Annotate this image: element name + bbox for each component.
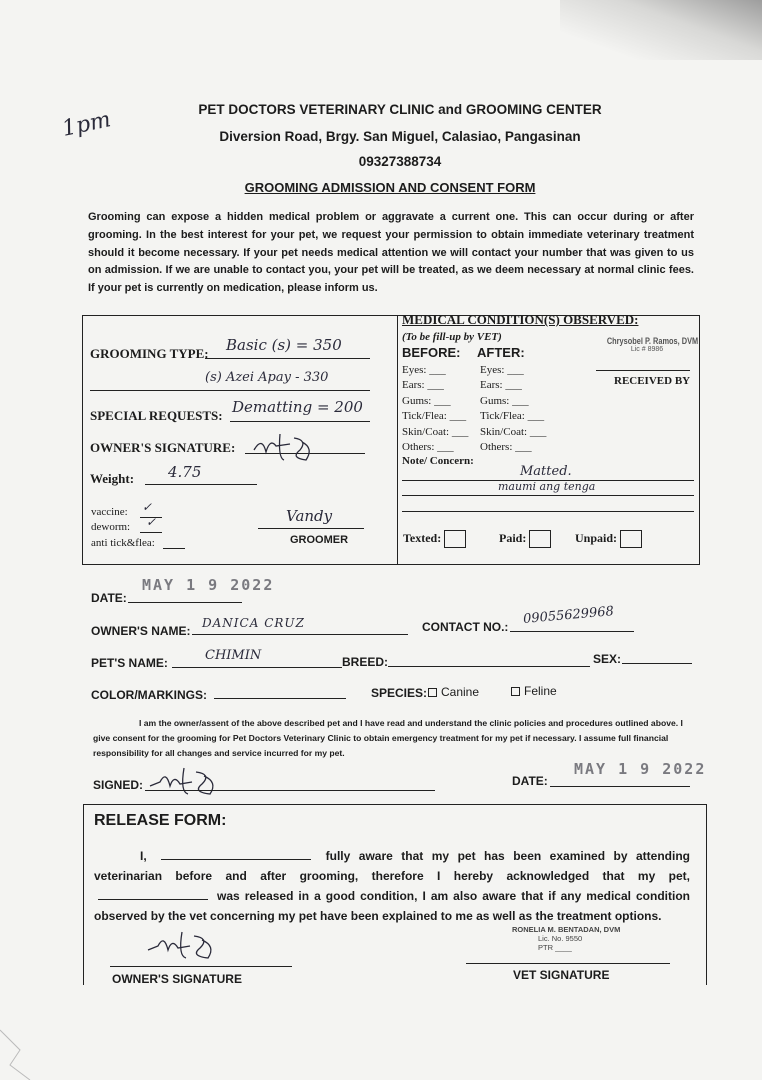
vaccine-check: ✓ (142, 500, 153, 514)
before-item: Gums: ___ (402, 394, 451, 407)
release-paragraph (94, 846, 690, 926)
owner-name-value: DANICA CRUZ (202, 616, 305, 630)
sex-line (622, 663, 692, 664)
vet-stamp-bottom-ptr: PTR ____ (538, 943, 572, 952)
canine-checkbox[interactable] (428, 688, 437, 697)
paid-field (499, 530, 551, 548)
special-requests-label: SPECIAL REQUESTS: (90, 408, 223, 423)
feline-checkbox[interactable] (511, 687, 520, 696)
clinic-phone: 09327388734 (358, 154, 442, 169)
medical-title: MEDICAL CONDITION(S) OBSERVED: (402, 312, 639, 327)
grooming-type-value-2: (s) Azei Apay - 330 (205, 370, 329, 385)
owner-name-label: OWNER'S NAME: (91, 624, 191, 638)
paid-checkbox[interactable] (529, 530, 551, 548)
canine-label: Canine (441, 685, 480, 699)
release-text-c: was released in a good condition, I am also aware that if any medical condition observed by the vet concerning my pet have been explained to me as well as the treatment options. (94, 889, 690, 923)
special-requests-line (230, 421, 370, 422)
signed-date-line (550, 786, 690, 787)
paid-label: Paid: (499, 530, 527, 545)
after-item: Tick/Flea: ___ (480, 410, 545, 423)
weight-label: Weight: (90, 471, 135, 486)
signed-signature-mark (146, 764, 226, 798)
after-label: AFTER: (477, 345, 525, 360)
owner-signature-label: OWNER'S SIGNATURE: (90, 440, 236, 455)
contact-line (510, 631, 634, 632)
table-divider (397, 315, 398, 565)
pet-name-value: CHIMIN (205, 648, 262, 663)
after-item: Ears: ___ (480, 379, 522, 392)
anti-tick-line (163, 548, 185, 549)
deworm-line (140, 532, 162, 533)
feline-label: Feline (524, 684, 557, 698)
vet-signature-line (466, 963, 670, 964)
texted-checkbox[interactable] (444, 530, 466, 548)
grooming-type-label: GROOMING TYPE: (90, 346, 209, 361)
release-text-a: I, (140, 849, 147, 863)
release-owner-signature-mark (144, 926, 224, 966)
intro-paragraph: Grooming can expose a hidden medical problem or aggravate a current one. This can occur during or after grooming. In the best interest for your pet, we request your permission to obtain immediate veterinary treatment should it become necessary. If your pet needs medical attention we will contact your number that was given to us on admission. If we are unable to contact you, your pet will be treated, as we deem necessary at normal clinic fees. If your pet is currently on medication, please inform us. (88, 211, 694, 295)
anti-tick-label: anti tick&flea: (91, 537, 155, 549)
unpaid-field (575, 530, 642, 548)
after-item: Skin/Coat: ___ (480, 425, 547, 438)
medical-subtitle: (To be fill-up by VET) (402, 331, 502, 343)
before-item: Others: ___ (402, 441, 454, 454)
form-title: GROOMING ADMISSION AND CONSENT FORM (244, 180, 536, 195)
color-line (214, 698, 346, 699)
before-item: Ears: ___ (402, 379, 444, 392)
release-title: RELEASE FORM: (94, 812, 227, 829)
vet-stamp-name: Chrysobel P. Ramos, DVM (606, 336, 699, 346)
vaccine-label: vaccine: (91, 506, 128, 518)
release-pet-blank (98, 887, 208, 900)
grooming-type-line (205, 358, 370, 359)
note-rule-3 (402, 511, 694, 512)
after-item: Others: ___ (480, 441, 532, 454)
groomer-line (258, 528, 364, 529)
grooming-type-line-2 (90, 390, 370, 391)
color-label: COLOR/MARKINGS: (91, 688, 207, 702)
handwritten-time: 1pm (59, 107, 114, 142)
date-label: DATE: (91, 591, 127, 605)
deworm-label: deworm: (91, 521, 131, 533)
received-by-label: RECEIVED BY (614, 375, 691, 387)
release-text-b: fully aware that my pet has been examined by attending veterinarian before and after grooming, therefore I hereby acknowledged that my pet, (94, 849, 690, 883)
after-items (480, 363, 546, 455)
signed-label: SIGNED: (93, 778, 144, 792)
vet-stamp-bottom-name: RONELIA M. BENTADAN, DVM (512, 925, 621, 934)
before-item: Skin/Coat: ___ (402, 425, 469, 438)
deworm-check: ✓ (146, 515, 157, 529)
note-rule-2 (402, 495, 694, 496)
admission-date-stamp: MAY 1 9 2022 (142, 576, 275, 594)
scan-shadow-top-right (560, 0, 762, 60)
note-line-2: maumi ang tenga (498, 480, 596, 493)
pet-name-line (172, 667, 342, 668)
owner-signature-mark (250, 428, 320, 464)
contact-label: CONTACT NO.: (422, 620, 509, 634)
contact-value: 09055629968 (522, 604, 615, 627)
signed-line (145, 790, 435, 791)
groomer-label: GROOMER (290, 534, 349, 546)
after-item: Eyes: ___ (480, 364, 524, 376)
breed-line (388, 666, 590, 667)
species-feline-option[interactable] (511, 684, 557, 698)
release-owner-signature-label: OWNER'S SIGNATURE (112, 972, 242, 986)
vet-stamp-top (598, 336, 699, 353)
special-requests-value: Dematting = 200 (232, 398, 363, 416)
vet-stamp-bottom-lic: Lic. No. 9550 (538, 934, 583, 943)
release-name-blank (161, 847, 311, 860)
before-item: Tick/Flea: ___ (402, 410, 467, 423)
weight-line (145, 484, 257, 485)
species-canine-option[interactable] (428, 685, 479, 699)
breed-label: BREED: (342, 655, 389, 669)
received-by-line (596, 370, 690, 371)
texted-field (403, 530, 466, 548)
sex-label: SEX: (593, 652, 622, 666)
owner-signature-release-line (110, 966, 292, 967)
before-label: BEFORE: (402, 345, 461, 360)
consent-paragraph: I am the owner/assent of the above described pet and I have read and understand the clinic policies and procedures outlined above. I give consent for the grooming for Pet Doctors Veterinary Clinic to obtain emergency treatment for my pet if necessary. I assume full financial responsibility for all changes and service incurred for my pet. (93, 718, 683, 758)
clinic-name: PET DOCTORS VETERINARY CLINIC and GROOMING CENTER (198, 102, 602, 117)
weight-value: 4.75 (168, 463, 202, 481)
vet-stamp-lic: Lic # 8986 (630, 346, 664, 353)
note-label: Note/ Concern: (402, 455, 474, 467)
torn-corner (0, 1020, 60, 1080)
species-label: SPECIES: (371, 686, 428, 700)
before-items (402, 363, 468, 455)
before-item: Eyes: ___ (402, 364, 446, 376)
vet-signature-label: VET SIGNATURE (513, 968, 610, 982)
unpaid-label: Unpaid: (575, 530, 618, 545)
after-item: Gums: ___ (480, 394, 529, 407)
signed-date-stamp: MAY 1 9 2022 (574, 760, 707, 778)
clinic-address: Diversion Road, Brgy. San Miguel, Calasiao, Pangasinan (219, 129, 581, 144)
groomer-name: Vandy (286, 507, 333, 525)
vet-stamp-bottom (512, 925, 620, 952)
grooming-type-value: Basic (s) = 350 (226, 336, 342, 354)
unpaid-checkbox[interactable] (620, 530, 642, 548)
note-line-1: Matted. (520, 464, 572, 479)
date-line (128, 602, 242, 603)
texted-label: Texted: (403, 530, 442, 545)
pet-name-label: PET'S NAME: (91, 656, 168, 670)
signed-date-label: DATE: (512, 774, 548, 788)
owner-name-line (192, 634, 408, 635)
